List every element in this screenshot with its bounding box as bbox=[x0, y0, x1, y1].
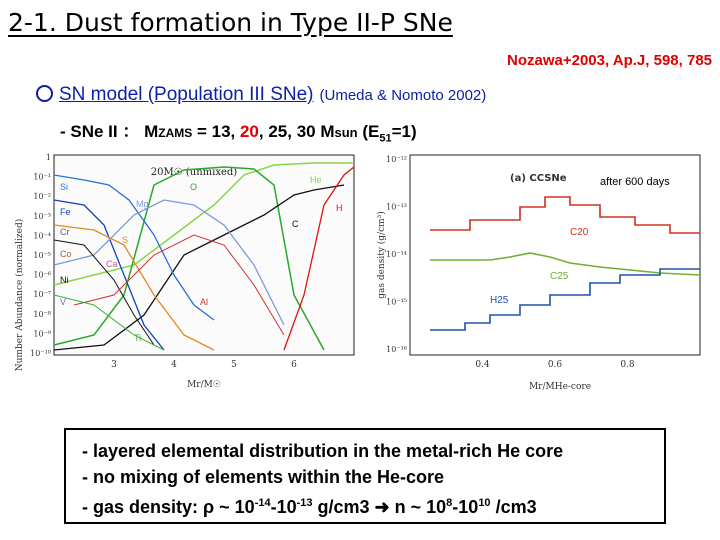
label-al: Al bbox=[200, 297, 209, 307]
abundance-ylabel: Number Abundance (normalized) bbox=[15, 218, 25, 372]
density-x-tick-label: 0.8 bbox=[620, 360, 635, 370]
gas-density-xlabel: Mr/MHe-core bbox=[528, 382, 592, 392]
label-he: He bbox=[310, 175, 322, 185]
energy-close: =1) bbox=[391, 122, 417, 141]
label-h25: H25 bbox=[490, 295, 509, 306]
abundance-y-tick-label: 10⁻⁵ bbox=[33, 251, 51, 260]
slide-title: 2-1. Dust formation in Type II-P SNe bbox=[8, 8, 453, 37]
density-y-tick-label: 10⁻¹⁴ bbox=[386, 250, 407, 259]
density-x-tick-label: 0.6 bbox=[547, 360, 563, 370]
panel-label: (a) CCSNe bbox=[510, 173, 567, 184]
abundance-y-tick-label: 10⁻⁷ bbox=[33, 290, 51, 300]
b3-e: /cm3 bbox=[490, 497, 537, 517]
label-mg: Mg bbox=[136, 199, 149, 209]
abundance-y-tick-label: 10⁻¹ bbox=[33, 172, 51, 182]
label-v: V bbox=[60, 297, 67, 307]
abundance-y-tick-label: 10⁻⁹ bbox=[33, 329, 51, 339]
b3-a: - gas density: ρ ~ 10 bbox=[82, 497, 255, 517]
model-line bbox=[36, 84, 486, 106]
citation: Nozawa+2003, Ap.J, 598, 785 bbox=[507, 52, 712, 69]
label-fe: Fe bbox=[60, 207, 71, 217]
abundance-y-tick-label: 1 bbox=[45, 153, 51, 162]
gas-density-ylabel: gas density (g/cm³) bbox=[377, 211, 387, 299]
summary-bullet-1: - layered elemental distribution in the metal-rich He core bbox=[82, 441, 564, 461]
abundance-x-tick-label: 5 bbox=[231, 360, 237, 370]
density-y-tick-label: 10⁻¹⁵ bbox=[386, 297, 407, 307]
circle-bullet-icon bbox=[36, 85, 53, 102]
abundance-y-tick-label: 10⁻⁸ bbox=[33, 309, 51, 319]
zams-label: ZAMS bbox=[158, 126, 193, 140]
abundance-y-tick-label: 10⁻⁶ bbox=[33, 270, 51, 280]
abundance-plot bbox=[14, 145, 362, 395]
summary-bullet-2: - no mixing of elements within the He-core bbox=[82, 467, 445, 487]
abundance-x-tick-label: 3 bbox=[111, 360, 117, 370]
b3-b: -10 bbox=[270, 497, 297, 517]
sun-label: sun bbox=[334, 125, 358, 140]
sn-eq: = 13, bbox=[192, 122, 240, 141]
gas-density-plot bbox=[370, 145, 710, 395]
summary-box bbox=[64, 428, 666, 524]
abundance-plot-frame bbox=[54, 155, 354, 355]
label-o: O bbox=[190, 182, 198, 192]
label-si: Si bbox=[60, 182, 69, 192]
abundance-xlabel: Mr/M☉ bbox=[187, 380, 221, 390]
highlight-mass: 20 bbox=[239, 122, 259, 141]
abundance-y-tick-label: 10⁻² bbox=[33, 192, 51, 202]
abundance-x-tick-label: 4 bbox=[171, 360, 177, 370]
label-c20: C20 bbox=[570, 227, 589, 238]
abundance-y-tick-label: 10⁻⁴ bbox=[33, 231, 51, 241]
abundance-inset-title: 20M☉ (unmixed) bbox=[150, 167, 238, 178]
model-reference: (Umeda & Nomoto 2002) bbox=[319, 87, 487, 104]
density-x-tick-label: 0.4 bbox=[475, 360, 490, 370]
abundance-y-tick-label: 10⁻¹⁰ bbox=[30, 349, 51, 358]
label-ni: Ni bbox=[60, 275, 69, 285]
label-c: C bbox=[292, 219, 299, 229]
density-y-tick-label: 10⁻¹² bbox=[386, 155, 407, 164]
label-ca: Ca bbox=[106, 259, 118, 269]
b3-s3: 8 bbox=[446, 497, 453, 509]
label-ti: Ti bbox=[134, 333, 142, 343]
sn-masses: , 25, 30 M bbox=[258, 122, 335, 141]
label-cr: Cr bbox=[60, 227, 70, 237]
label-co: Co bbox=[60, 249, 72, 259]
b3-d: -10 bbox=[452, 497, 479, 517]
label-s: S bbox=[122, 235, 129, 245]
abundance-y-tick-label: 10⁻³ bbox=[33, 211, 51, 221]
summary-bullet-3 bbox=[82, 490, 664, 520]
b3-s2: -13 bbox=[296, 497, 313, 509]
after-600-days-annotation: after 600 days bbox=[600, 176, 670, 188]
b3-s4: 10 bbox=[478, 497, 491, 509]
energy-open: (E bbox=[357, 122, 380, 141]
label-c25: C25 bbox=[550, 271, 569, 282]
abundance-x-tick-label: 6 bbox=[291, 360, 297, 370]
b3-c: g/cm3 ➜ n ~ 10 bbox=[312, 497, 447, 517]
density-y-tick-label: 10⁻¹⁶ bbox=[386, 345, 407, 354]
b3-s1: -14 bbox=[254, 497, 271, 509]
sn-prefix: - SNe II ： M bbox=[60, 122, 159, 141]
sn-parameters bbox=[60, 117, 417, 144]
label-h: H bbox=[336, 203, 343, 213]
density-y-tick-label: 10⁻¹³ bbox=[386, 202, 407, 212]
model-heading: SN model (Population III SNe) bbox=[59, 84, 314, 105]
energy-sub: 51 bbox=[379, 132, 392, 145]
